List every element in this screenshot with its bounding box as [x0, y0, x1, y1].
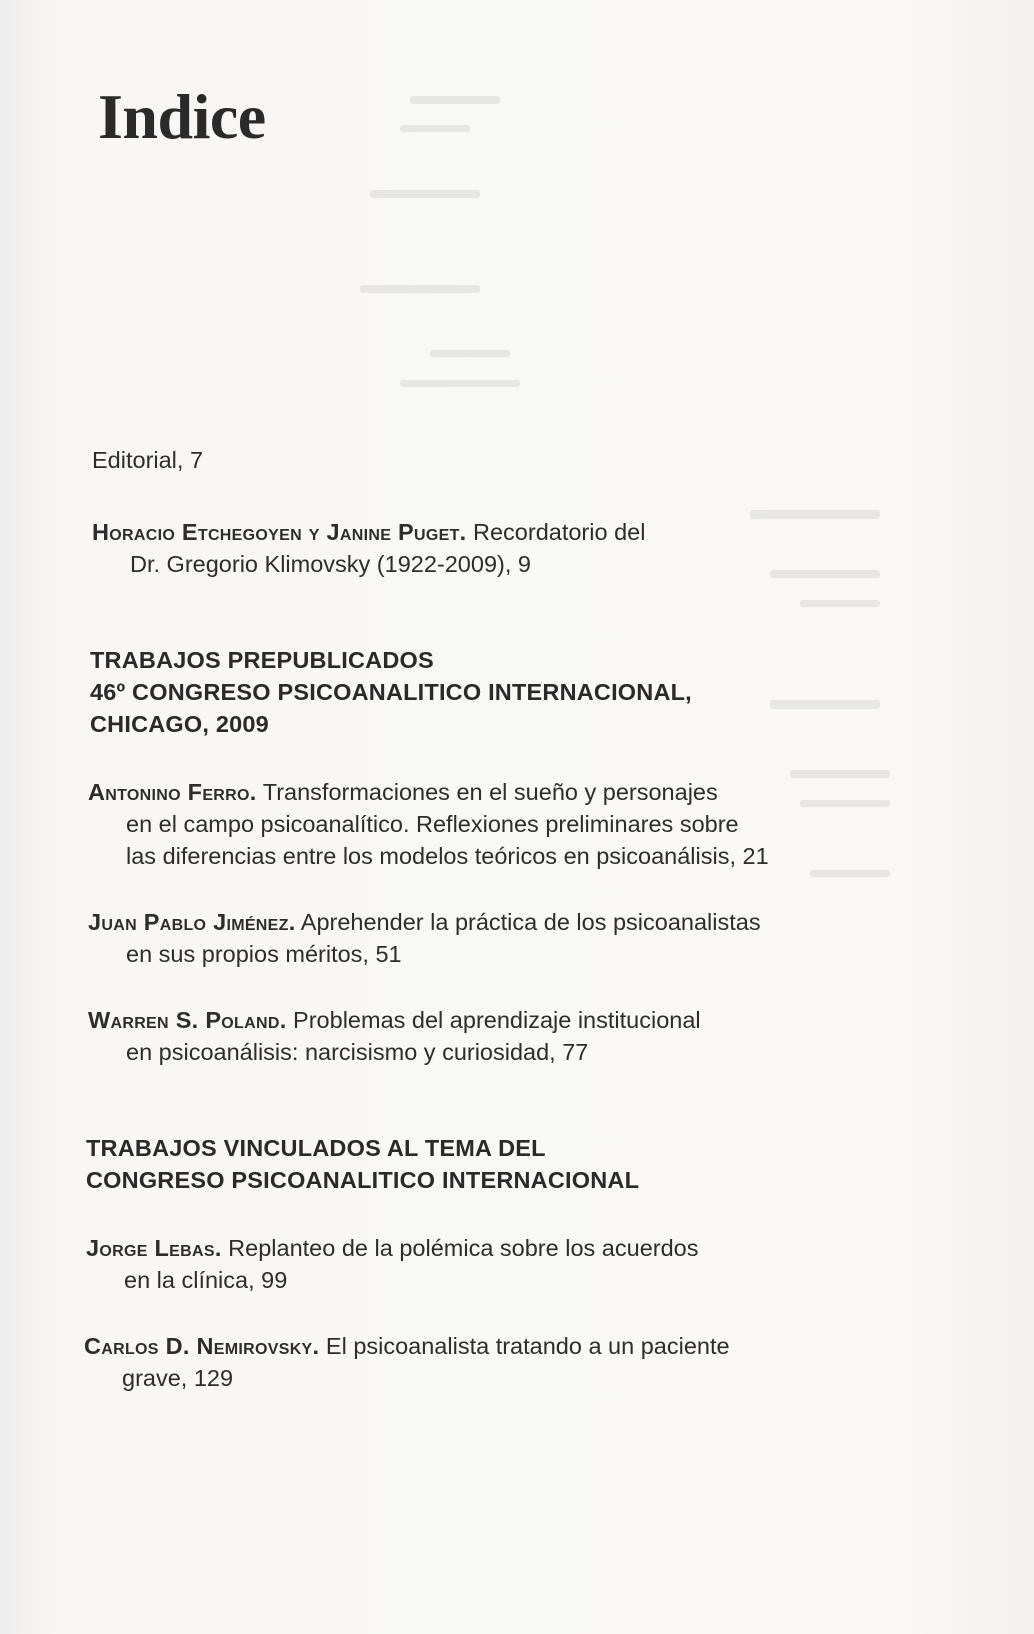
entry-first-line	[92, 516, 645, 548]
entry-author: Juan Pablo Jiménez.	[88, 909, 296, 935]
entry-continuation: grave, 129	[122, 1365, 234, 1391]
section-heading-prepublicados	[90, 644, 692, 740]
section-heading-line: TRABAJOS VINCULADOS AL TEMA DEL	[86, 1135, 546, 1161]
section-heading-line: CHICAGO, 2009	[90, 711, 269, 737]
toc-entry-lebas	[86, 1232, 698, 1296]
section-heading-line: TRABAJOS PREPUBLICADOS	[90, 647, 434, 673]
entry-continuation: las diferencias entre los modelos teóricos en psicoanálisis, 21	[126, 843, 769, 869]
entry-title-start: Replanteo de la polémica sobre los acuerdos	[221, 1235, 699, 1261]
entry-author: Antonino Ferro.	[88, 779, 257, 805]
entry-continuation: en el campo psicoanalítico. Reflexiones preliminares sobre	[126, 811, 739, 837]
entry-title-start: Recordatorio del	[466, 519, 646, 545]
entry-continuation: en psicoanálisis: narcisismo y curiosidad, 77	[126, 1039, 589, 1065]
entry-continuation: Dr. Gregorio Klimovsky (1922-2009), 9	[130, 551, 531, 577]
editorial-text: Editorial, 7	[92, 447, 204, 473]
toc-entry-etchegoyen	[92, 516, 645, 580]
page-title: Indice	[98, 81, 266, 152]
entry-first-line	[84, 1330, 730, 1362]
entry-title-start: El psicoanalista tratando a un paciente	[319, 1333, 730, 1359]
entry-first-line	[88, 906, 761, 938]
entry-title-start: Problemas del aprendizaje institucional	[286, 1007, 701, 1033]
section-heading-line: 46º CONGRESO PSICOANALITICO INTERNACIONAL,	[90, 679, 692, 705]
section-heading-vinculados	[86, 1132, 639, 1196]
entry-continuation: en la clínica, 99	[124, 1267, 288, 1293]
entry-first-line	[88, 776, 769, 808]
section-heading-line: CONGRESO PSICOANALITICO INTERNACIONAL	[86, 1167, 640, 1193]
toc-entry-nemirovsky	[84, 1330, 730, 1394]
entry-author: Warren S. Poland.	[88, 1007, 287, 1033]
entry-continuation: en sus propios méritos, 51	[126, 941, 402, 967]
toc-entry-ferro	[88, 776, 769, 872]
entry-author: Horacio Etchegoyen y Janine Puget.	[92, 519, 467, 545]
entry-first-line	[86, 1232, 698, 1264]
toc-entry-jimenez	[88, 906, 761, 970]
toc-entry-editorial	[92, 444, 203, 476]
entry-title-start: Transformaciones en el sueño y personajes	[256, 779, 718, 805]
entry-title-start: Aprehender la práctica de los psicoanalistas	[295, 909, 761, 935]
entry-first-line	[88, 1004, 701, 1036]
entry-author: Jorge Lebas.	[86, 1235, 222, 1261]
entry-author: Carlos D. Nemirovsky.	[84, 1333, 320, 1359]
toc-entry-poland	[88, 1004, 701, 1068]
